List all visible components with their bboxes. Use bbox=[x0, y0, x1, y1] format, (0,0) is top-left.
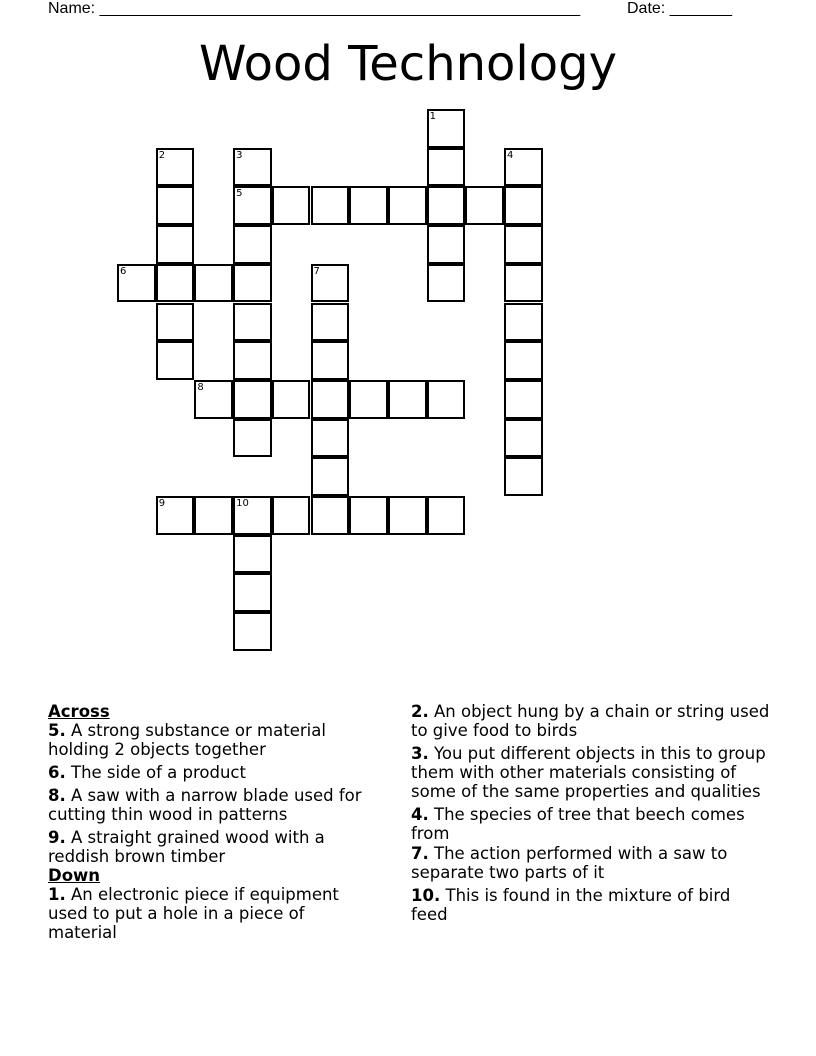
grid-cell[interactable] bbox=[156, 148, 195, 187]
grid-cell[interactable] bbox=[504, 419, 543, 458]
clue-number: 6. bbox=[48, 763, 66, 782]
clue-number: 5. bbox=[48, 721, 66, 740]
clue-down-2 bbox=[411, 702, 771, 740]
grid-cell[interactable] bbox=[427, 380, 466, 419]
clue-text: You put different objects in this to group them with other materials consisting of some of the same properties and qualities bbox=[411, 744, 766, 801]
clues-column-left bbox=[48, 702, 378, 946]
grid-cell[interactable] bbox=[311, 341, 350, 380]
grid-cell[interactable] bbox=[194, 380, 233, 419]
grid-cell[interactable] bbox=[156, 496, 195, 535]
clue-number: 10. bbox=[411, 886, 441, 905]
grid-cell[interactable] bbox=[233, 535, 272, 574]
clues-column-right bbox=[411, 702, 771, 928]
grid-cell[interactable] bbox=[194, 496, 233, 535]
clue-down-10 bbox=[411, 886, 771, 924]
grid-cell[interactable] bbox=[311, 419, 350, 458]
grid-cell[interactable] bbox=[311, 186, 350, 225]
clue-text: A strong substance or material holding 2 objects together bbox=[48, 721, 326, 759]
grid-cell[interactable] bbox=[504, 303, 543, 342]
clue-across-9 bbox=[48, 828, 378, 866]
clue-text: A straight grained wood with a reddish brown timber bbox=[48, 828, 325, 866]
grid-cell[interactable] bbox=[504, 264, 543, 303]
down-heading: Down bbox=[48, 866, 101, 885]
grid-cell[interactable] bbox=[504, 186, 543, 225]
grid-cell[interactable] bbox=[427, 148, 466, 187]
grid-cell[interactable] bbox=[504, 380, 543, 419]
grid-cell[interactable] bbox=[233, 573, 272, 612]
clue-number: 7. bbox=[411, 844, 429, 863]
clue-across-5 bbox=[48, 721, 378, 759]
clue-text: The action performed with a saw to separate two parts of it bbox=[411, 844, 728, 882]
grid-cell[interactable] bbox=[388, 186, 427, 225]
cell-number: 5 bbox=[236, 188, 243, 200]
grid-cell[interactable] bbox=[427, 186, 466, 225]
clue-across-8 bbox=[48, 786, 378, 824]
grid-cell[interactable] bbox=[427, 264, 466, 303]
grid-cell[interactable] bbox=[233, 186, 272, 225]
clue-number: 2. bbox=[411, 702, 429, 721]
grid-cell[interactable] bbox=[427, 109, 466, 148]
grid-cell[interactable] bbox=[388, 380, 427, 419]
across-heading: Across bbox=[48, 702, 110, 721]
grid-cell[interactable] bbox=[233, 303, 272, 342]
grid-cell[interactable] bbox=[311, 303, 350, 342]
grid-cell[interactable] bbox=[272, 186, 311, 225]
grid-cell[interactable] bbox=[465, 186, 504, 225]
grid-cell[interactable] bbox=[156, 341, 195, 380]
name-field[interactable]: Name: ______________________________________________________ bbox=[48, 0, 581, 17]
grid-cell[interactable] bbox=[156, 225, 195, 264]
grid-cell[interactable] bbox=[233, 496, 272, 535]
grid-cell[interactable] bbox=[117, 264, 156, 303]
grid-cell[interactable] bbox=[311, 496, 350, 535]
cell-number: 10 bbox=[236, 498, 249, 509]
grid-cell[interactable] bbox=[388, 496, 427, 535]
grid-cell[interactable] bbox=[156, 264, 195, 303]
clue-number: 3. bbox=[411, 744, 429, 763]
cell-number: 6 bbox=[120, 265, 127, 277]
grid-cell[interactable] bbox=[233, 148, 272, 187]
clue-down-3 bbox=[411, 744, 771, 801]
clue-down-7 bbox=[411, 844, 771, 882]
page-title: Wood Technology bbox=[199, 36, 617, 92]
clue-down-1 bbox=[48, 885, 378, 942]
clue-text: The side of a product bbox=[71, 763, 246, 782]
date-field[interactable]: Date: _______ bbox=[627, 0, 732, 17]
clue-across-6 bbox=[48, 763, 378, 782]
grid-cell[interactable] bbox=[504, 148, 543, 187]
clue-number: 4. bbox=[411, 805, 429, 824]
grid-cell[interactable] bbox=[349, 380, 388, 419]
grid-cell[interactable] bbox=[427, 496, 466, 535]
clue-number: 9. bbox=[48, 828, 66, 847]
cell-number: 1 bbox=[429, 111, 436, 122]
grid-cell[interactable] bbox=[233, 419, 272, 458]
grid-cell[interactable] bbox=[233, 341, 272, 380]
clue-text: This is found in the mixture of bird feed bbox=[411, 886, 731, 924]
cell-number: 4 bbox=[507, 149, 514, 161]
grid-cell[interactable] bbox=[233, 264, 272, 303]
grid-cell[interactable] bbox=[233, 612, 272, 651]
grid-cell[interactable] bbox=[311, 457, 350, 496]
cell-number: 2 bbox=[158, 149, 166, 161]
grid-cell[interactable] bbox=[156, 303, 195, 342]
grid-cell[interactable] bbox=[349, 186, 388, 225]
cell-number: 3 bbox=[236, 149, 243, 161]
clue-text: An object hung by a chain or string used to give food to birds bbox=[411, 702, 770, 740]
grid-cell[interactable] bbox=[504, 225, 543, 264]
grid-cell[interactable] bbox=[233, 225, 272, 264]
grid-cell[interactable] bbox=[272, 496, 311, 535]
grid-cell[interactable] bbox=[194, 264, 233, 303]
clue-text: A saw with a narrow blade used for cutting thin wood in patterns bbox=[48, 786, 362, 824]
clue-text: An electronic piece if equipment used to put a hole in a piece of material bbox=[48, 885, 339, 942]
clue-number: 8. bbox=[48, 786, 66, 805]
cell-number: 7 bbox=[313, 265, 320, 277]
clue-number: 1. bbox=[48, 885, 66, 904]
clue-text: The species of tree that beech comes from bbox=[411, 805, 745, 843]
grid-cell[interactable] bbox=[504, 341, 543, 380]
grid-cell[interactable] bbox=[504, 457, 543, 496]
grid-cell[interactable] bbox=[427, 225, 466, 264]
clue-down-4 bbox=[411, 805, 771, 843]
grid-cell[interactable] bbox=[156, 186, 195, 225]
cell-number: 9 bbox=[158, 498, 166, 509]
grid-cell[interactable] bbox=[349, 496, 388, 535]
grid-cell[interactable] bbox=[311, 264, 350, 303]
grid-cell[interactable] bbox=[272, 380, 311, 419]
grid-cell[interactable] bbox=[233, 380, 272, 419]
cell-number: 8 bbox=[197, 381, 204, 393]
grid-cell[interactable] bbox=[311, 380, 350, 419]
